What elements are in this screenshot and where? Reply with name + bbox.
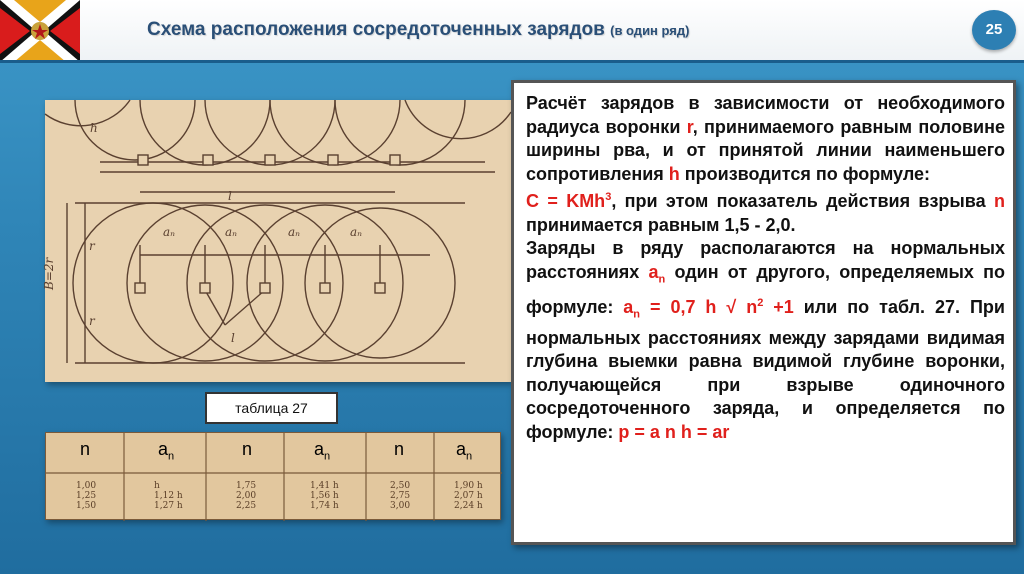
paragraph-3: Заряды в ряду располагаются на нормальных расстояниях $a_n$ один от другого, определяемых по формуле: $a_n = 0,7$ h √ $n^2 +1$ или по табл. 27. При нормальных расстояниях между зарядами видимая глубина выемки равна видимой глубине воронки, получающейся при взрыве одиночного сосредоточенного заряда, и определяется по формуле: p = a n h = ar <box>526 238 1005 442</box>
formula-depth: p = a n h = ar <box>618 421 730 442</box>
page-title <box>147 19 689 47</box>
table-header-n-1: n <box>80 439 91 459</box>
table-col-2: h 1,12 h 1,27 h <box>154 481 183 511</box>
table-header-an-3: $a_n$ <box>456 439 473 463</box>
table-header-n-3: n <box>394 439 405 459</box>
table-col-4: 1,41 h 1,56 h 1,74 h <box>310 481 339 511</box>
title-sub: (в один ряд) <box>610 23 690 38</box>
page-number-badge: 25 <box>972 10 1016 50</box>
label-an-2: aₙ <box>225 225 238 239</box>
table-27 <box>45 432 501 520</box>
table-header-an-2: $a_n$ <box>314 439 331 463</box>
table-col-3: 1,75 2,00 2,25 <box>236 481 257 511</box>
label-an-3: aₙ <box>288 225 301 239</box>
label-l-bottom: l <box>231 331 235 345</box>
table-header-an-1: $a_n$ <box>158 439 175 463</box>
label-an-4: aₙ <box>350 225 363 239</box>
label-r-2: r <box>89 314 95 328</box>
table-header-n-2: n <box>242 439 253 459</box>
charge-layout-diagram <box>42 100 511 382</box>
paragraph-1: Расчёт зарядов в зависимости от необходимого радиуса воронки r, принимаемого равным половине ширины рва, и от принятой линии наименьшего сопротивления h производится по формуле: <box>526 93 1005 184</box>
description-panel <box>511 80 1016 545</box>
label-h: h <box>90 121 98 135</box>
title-main: Схема расположения сосредоточенных зарядов <box>147 19 605 40</box>
formula-distance: $a_n = 0,7$ h √ $n^2 +1$ <box>623 296 794 321</box>
header-divider <box>0 60 1024 63</box>
table-col-1: 1,00 1,25 1,50 <box>76 481 97 511</box>
formula-charge: C = KMh <box>526 191 606 211</box>
label-b: B=2r <box>42 257 56 290</box>
label-r-1: r <box>89 239 95 253</box>
table-col-5: 2,50 2,75 3,00 <box>390 481 411 511</box>
emblem-logo <box>0 0 80 62</box>
table-label: таблица 27 <box>205 392 338 424</box>
table-col-6: 1,90 h 2,07 h 2,24 h <box>454 481 483 511</box>
paragraph-2: C = KMh$^3$, при этом показатель действия взрыва n принимается равным 1,5 - 2,0. <box>526 191 1005 235</box>
label-an-1: aₙ <box>163 225 176 239</box>
label-l-top: l <box>228 189 232 203</box>
header-bar <box>0 0 1024 62</box>
